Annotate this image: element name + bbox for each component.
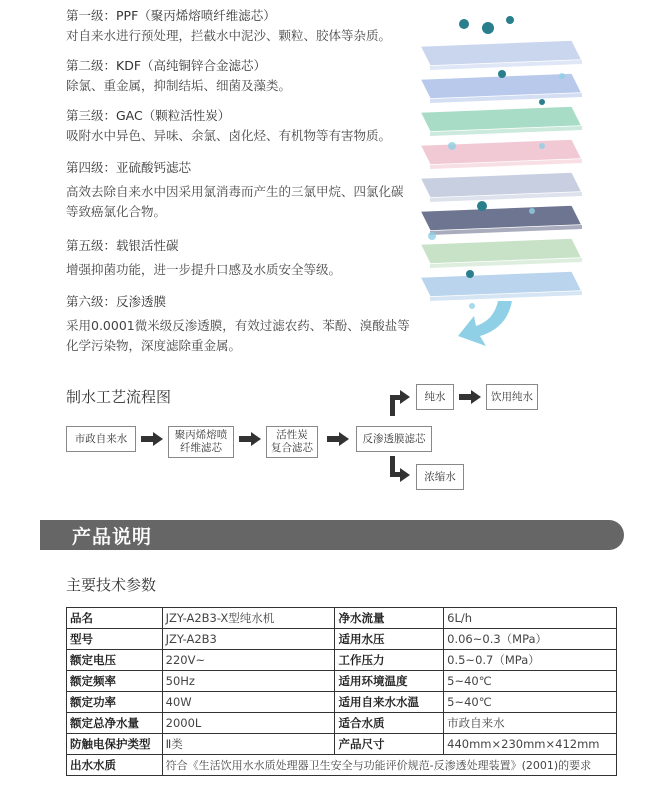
spec-value: Ⅱ类	[162, 734, 335, 755]
spec-value: 6L/h	[444, 608, 617, 629]
spec-value: JZY-A2B3	[162, 629, 335, 650]
filter-stage-5	[66, 236, 411, 280]
table-row	[67, 692, 617, 713]
table-row	[67, 650, 617, 671]
flow-step-source: 市政自来水	[66, 426, 136, 452]
spec-key: 适合水质	[335, 713, 444, 734]
spec-title: 主要技术参数	[66, 576, 157, 594]
flow-step-waste: 浓缩水	[416, 464, 464, 490]
spec-key: 额定总净水量	[67, 713, 163, 734]
particle-icon	[459, 19, 469, 29]
spec-value: 5~40℃	[444, 692, 617, 713]
stage-title: 第二级：KDF（高纯铜锌合金滤芯）	[66, 58, 267, 73]
spec-key: 品名	[67, 608, 163, 629]
spec-value: 50Hz	[162, 671, 335, 692]
spec-key: 防触电保护类型	[67, 734, 163, 755]
stage-desc: 除氯、重金属，抑制结垢、细菌及藻类。	[66, 78, 292, 93]
particle-icon	[482, 22, 494, 34]
stage-title: 第三级：GAC（颗粒活性炭）	[66, 108, 231, 123]
particle-icon	[506, 16, 514, 24]
flow-arrow-icon	[458, 389, 482, 405]
stage-title: 第六级：反渗透膜	[66, 294, 167, 309]
stage-desc: 采用0.0001微米级反渗透膜，有效过滤农药、苯酚、溴酸盐等化学污染物，深度滤除重金属。	[66, 318, 410, 353]
table-row	[67, 734, 617, 755]
table-row	[67, 755, 617, 776]
spec-key: 产品尺寸	[335, 734, 444, 755]
spec-value: 40W	[162, 692, 335, 713]
flow-step-drink: 饮用纯水	[486, 384, 538, 410]
filter-layers-illustration	[412, 6, 592, 346]
spec-key: 型号	[67, 629, 163, 650]
spec-value: 2000L	[162, 713, 335, 734]
flow-arrow-icon	[238, 431, 262, 447]
spec-value: 0.06~0.3（MPa）	[444, 629, 617, 650]
particle-icon	[539, 99, 545, 105]
stage-title: 第一级：PPF（聚丙烯熔喷纤维滤芯）	[66, 8, 276, 23]
flow-arrow-icon	[326, 431, 350, 447]
flow-step-ro: 反渗透膜滤芯	[356, 426, 432, 452]
stage-desc: 增强抑菌功能，进一步提升口感及水质安全等级。	[66, 262, 342, 277]
spec-key: 额定频率	[67, 671, 163, 692]
stage-title: 第四级：亚硫酸钙滤芯	[66, 160, 192, 175]
table-row	[67, 713, 617, 734]
spec-value: 0.5~0.7（MPa）	[444, 650, 617, 671]
filter-stage-3	[66, 106, 411, 146]
table-row	[67, 608, 617, 629]
spec-value: 440mm×230mm×412mm	[444, 734, 617, 755]
spec-value: 5~40℃	[444, 671, 617, 692]
water-flow-arrow-icon	[458, 301, 512, 346]
flow-step-ppf: 聚丙烯熔喷 纤维滤芯	[168, 426, 234, 458]
flow-step-pure: 纯水	[416, 384, 454, 410]
stage-title: 第五级：载银活性碳	[66, 238, 179, 253]
spec-key: 适用环境温度	[335, 671, 444, 692]
spec-key: 额定电压	[67, 650, 163, 671]
spec-value: 市政自来水	[444, 713, 617, 734]
flow-arrow-down-icon	[388, 456, 412, 484]
table-row	[67, 629, 617, 650]
stage-desc: 对自来水进行预处理，拦截水中泥沙、颗粒、胶体等杂质。	[66, 28, 392, 43]
filter-stage-4	[66, 158, 411, 222]
spec-table	[66, 607, 617, 776]
stage-desc: 高效去除自来水中因采用氯消毒而产生的三氯甲烷、四氯化碳等致癌氯化合物。	[66, 184, 404, 219]
flow-title: 制水工艺流程图	[66, 388, 172, 406]
spec-key: 出水水质	[67, 755, 163, 776]
particle-icon	[498, 70, 506, 78]
flow-step-carbon: 活性炭 复合滤芯	[266, 426, 318, 458]
particle-icon	[466, 270, 474, 278]
spec-key: 工作压力	[335, 650, 444, 671]
filter-stage-6	[66, 292, 411, 356]
flow-arrow-icon	[140, 431, 164, 447]
banner-title: 产品说明	[72, 526, 153, 548]
spec-key: 额定功率	[67, 692, 163, 713]
spec-key: 适用自来水水温	[335, 692, 444, 713]
filter-stage-2	[66, 56, 411, 96]
spec-value: 符合《生活饮用水水质处理器卫生安全与功能评价规范-反渗透处理装置》(2001)的要求	[162, 755, 616, 776]
spec-value: 220V~	[162, 650, 335, 671]
spec-value: JZY-A2B3-X型纯水机	[162, 608, 335, 629]
filter-stage-1	[66, 6, 411, 46]
spec-key: 适用水压	[335, 629, 444, 650]
flow-arrow-up-icon	[388, 388, 412, 416]
stage-desc: 吸附水中异色、异味、余氯、卤化烃、有机物等有害物质。	[66, 128, 392, 143]
table-row	[67, 671, 617, 692]
spec-key: 净水流量	[335, 608, 444, 629]
particle-icon	[477, 201, 487, 211]
